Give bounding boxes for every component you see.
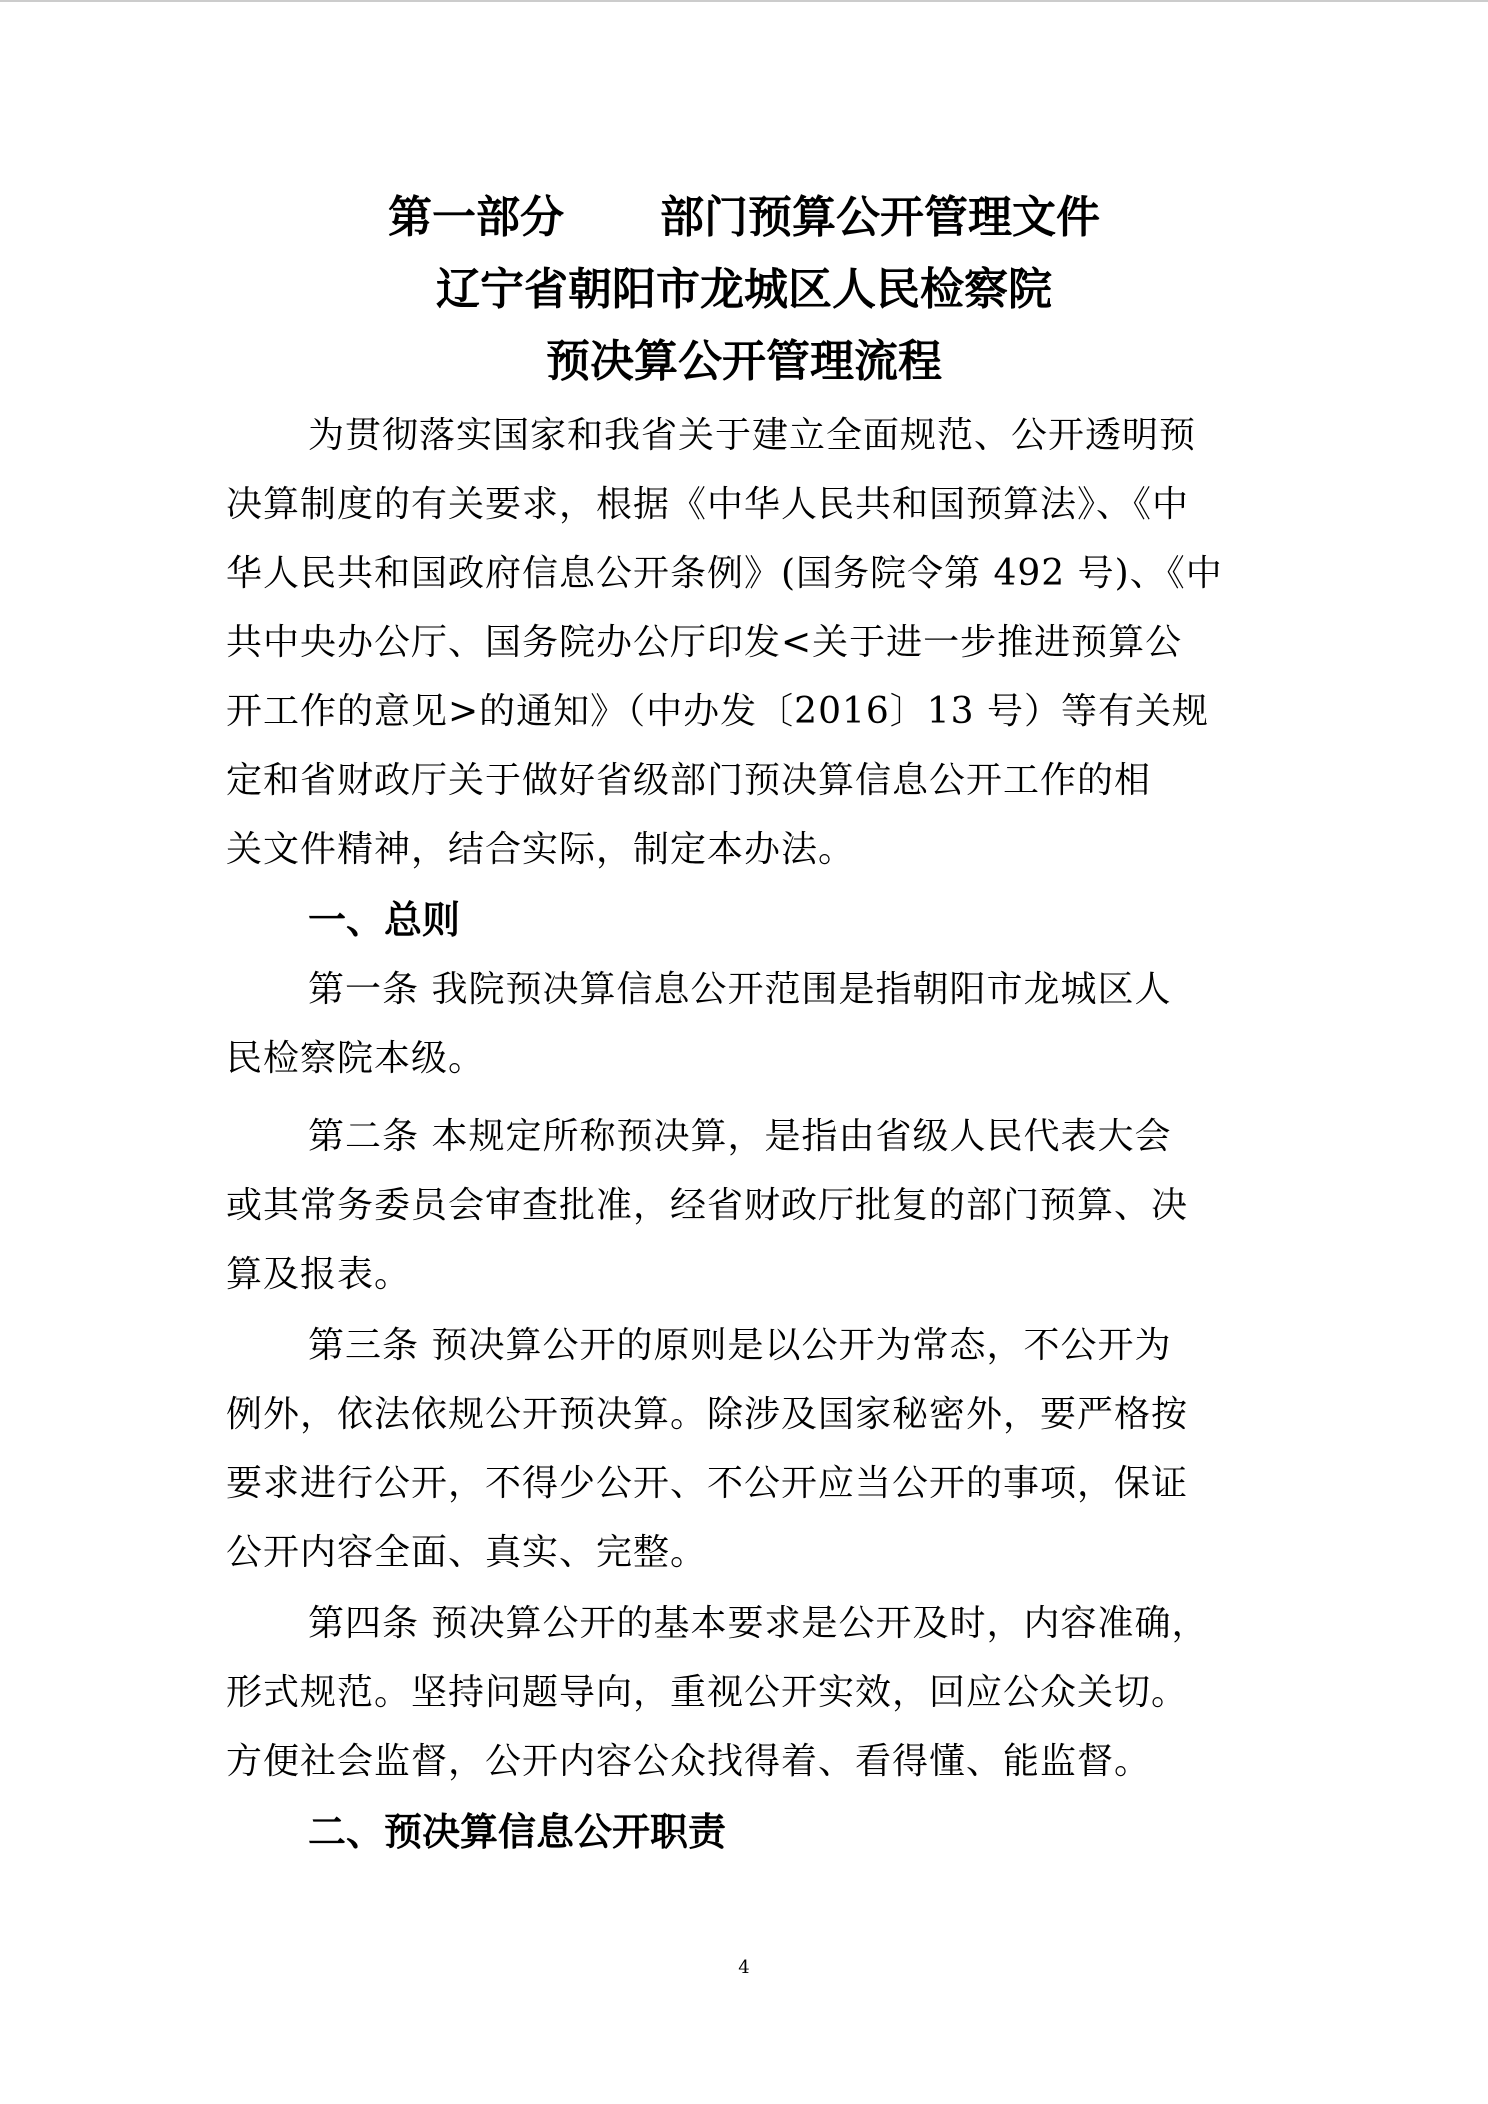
section-heading-duties: 二、预决算信息公开职责	[308, 1810, 727, 1854]
article3-line: 要求进行公开，不得少公开、不公开应当公开的事项，保证	[226, 1463, 1189, 1504]
intro-line: 定和省财政厅关于做好省级部门预决算信息公开工作的相	[226, 760, 1152, 801]
article4-line: 形式规范。坚持问题导向，重视公开实效，回应公众关切。	[226, 1672, 1189, 1713]
intro-line: 共中央办公厅、国务院办公厅印发<关于进一步推进预算公	[226, 622, 1183, 663]
article1-line: 民检察院本级。	[226, 1038, 486, 1079]
title-org: 辽宁省朝阳市龙城区人民检察院	[436, 264, 1052, 315]
article1-line: 第一条 我院预决算信息公开范围是指朝阳市龙城区人	[308, 969, 1172, 1010]
title-line-1	[0, 190, 1488, 246]
article4-line: 方便社会监督，公开内容公众找得着、看得懂、能监督。	[226, 1741, 1152, 1782]
article4-line: 第四条 预决算公开的基本要求是公开及时，内容准确，	[308, 1603, 1209, 1644]
intro-line: 华人民共和国政府信息公开条例》(国务院令第 492 号)、《中	[226, 553, 1223, 594]
page-number: 4	[738, 1957, 750, 1978]
title-flow: 预决算公开管理流程	[546, 336, 942, 387]
title-part: 第一部分	[388, 192, 564, 243]
article2-line: 算及报表。	[226, 1254, 412, 1295]
intro-line: 决算制度的有关要求，根据《中华人民共和国预算法》、《中	[226, 484, 1190, 525]
intro-line: 开工作的意见>的通知》（中办发〔2016〕13 号）等有关规	[226, 691, 1210, 732]
intro-line: 为贯彻落实国家和我省关于建立全面规范、公开透明预	[308, 415, 1197, 456]
intro-line: 关文件精神，结合实际，制定本办法。	[226, 829, 856, 870]
title-doc: 部门预算公开管理文件	[660, 192, 1100, 243]
article3-line: 例外，依法依规公开预决算。除涉及国家秘密外，要严格按	[226, 1394, 1189, 1435]
article3-line: 公开内容全面、真实、完整。	[226, 1532, 708, 1573]
article3-line: 第三条 预决算公开的原则是以公开为常态，不公开为	[308, 1325, 1172, 1366]
article2-line: 或其常务委员会审查批准，经省财政厅批复的部门预算、决	[226, 1185, 1189, 1226]
article2-line: 第二条 本规定所称预决算，是指由省级人民代表大会	[308, 1116, 1172, 1157]
page-top-border	[0, 0, 1488, 2]
section-heading-general: 一、总则	[308, 898, 461, 942]
